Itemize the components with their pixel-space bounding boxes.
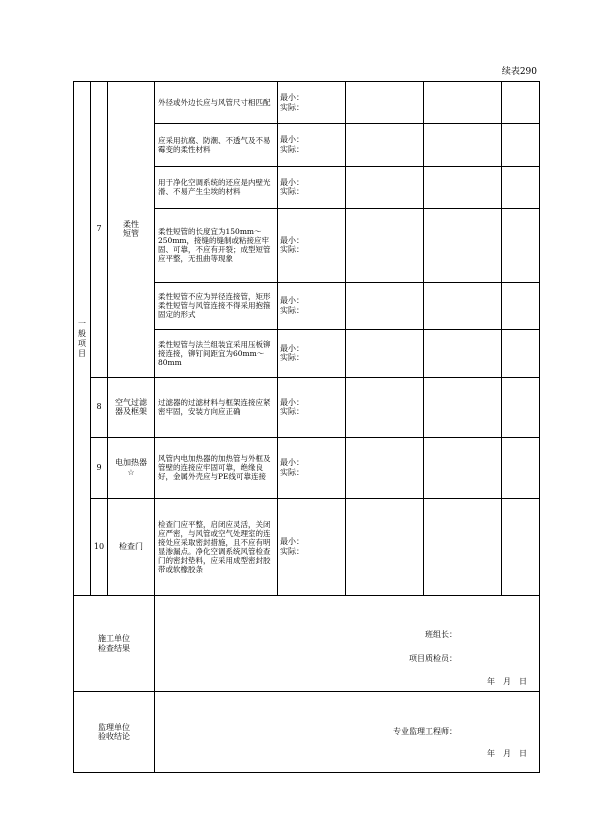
item-number: 10: [91, 498, 108, 596]
min-actual-cell: 最小： 实际：: [278, 209, 346, 283]
construction-date-label: 年 月 日: [487, 677, 527, 687]
supervision-signoff-area[interactable]: [155, 692, 540, 773]
supervising-engineer-label: 专业监理工程师：: [393, 727, 457, 737]
requirement-text: 风管内电加热器的加热管与外框及管壁的连接应牢固可靠，绝缘良好，金属外壳应与PE线可靠连接: [155, 438, 278, 499]
check-cell[interactable]: [346, 377, 424, 438]
min-actual-cell: 最小： 实际：: [278, 377, 346, 438]
check-cell[interactable]: [424, 377, 502, 438]
check-cell[interactable]: [346, 166, 424, 208]
item-name: 检查门: [108, 498, 155, 596]
min-actual-cell: 最小： 实际：: [278, 282, 346, 329]
requirement-text: 应采用抗腐、防潮、不透气及不易霉变的柔性材料: [155, 124, 278, 166]
check-cell[interactable]: [502, 282, 540, 329]
requirement-text: 柔性短管的长度宜为150mm～250mm，接缝的缝制或粘接应牢固、可靠，不应有开裂；成型短管应平整，无扭曲等现象: [155, 209, 278, 283]
check-cell[interactable]: [346, 330, 424, 377]
item-name: 柔性 短管: [108, 82, 155, 378]
requirement-text: 过滤器的过滤材料与框架连接应紧密牢固，安装方向应正确: [155, 377, 278, 438]
requirement-text: 检查门应平整，启闭应灵活，关闭应严密，与风管或空气处理室的连接处应采取密封措施，且不应有明显渗漏点。净化空调系统风管检查门的密封垫料，应采用成型密封胶带或软橡胶条: [155, 498, 278, 596]
item-number: 9: [91, 438, 108, 499]
check-cell[interactable]: [424, 124, 502, 166]
check-cell[interactable]: [502, 498, 540, 596]
item-name: 空气过滤 器及框架: [108, 377, 155, 438]
check-cell[interactable]: [424, 209, 502, 283]
requirement-text: 柔性短管与法兰组装宜采用压板铆接连接，铆钉间距宜为60mm～80mm: [155, 330, 278, 377]
check-cell[interactable]: [502, 166, 540, 208]
inspection-table: [73, 81, 540, 773]
check-cell[interactable]: [502, 209, 540, 283]
check-cell[interactable]: [346, 209, 424, 283]
check-cell[interactable]: [502, 438, 540, 499]
check-cell[interactable]: [502, 377, 540, 438]
check-cell[interactable]: [502, 82, 540, 124]
team-leader-label: 班组长：: [425, 630, 457, 640]
check-cell[interactable]: [502, 124, 540, 166]
check-cell[interactable]: [346, 124, 424, 166]
construction-signoff-area[interactable]: [155, 596, 540, 692]
section-label-general-items: 一 般 项 目: [74, 82, 91, 596]
check-cell[interactable]: [346, 82, 424, 124]
supervision-unit-label: 监理单位 验收结论: [74, 692, 155, 773]
construction-unit-label: 施工单位 检查结果: [74, 596, 155, 692]
check-cell[interactable]: [502, 330, 540, 377]
min-actual-cell: 最小： 实际：: [278, 124, 346, 166]
continued-table-label: 续表290: [501, 67, 537, 77]
check-cell[interactable]: [424, 330, 502, 377]
check-cell[interactable]: [346, 498, 424, 596]
quality-inspector-label: 项目质检员：: [409, 654, 457, 664]
check-cell[interactable]: [346, 282, 424, 329]
min-actual-cell: 最小： 实际：: [278, 166, 346, 208]
requirement-text: 用于净化空调系统的还应是内壁光滑、不易产生尘埃的材料: [155, 166, 278, 208]
check-cell[interactable]: [346, 438, 424, 499]
check-cell[interactable]: [424, 498, 502, 596]
requirement-text: 外径或外边长应与风管尺寸相匹配: [155, 82, 278, 124]
supervision-date-label: 年 月 日: [487, 749, 527, 759]
check-cell[interactable]: [424, 438, 502, 499]
item-number: 8: [91, 377, 108, 438]
min-actual-cell: 最小： 实际：: [278, 330, 346, 377]
requirement-text: 柔性短管不应为异径连接管，矩形柔性短管与风管连接不得采用抱箍固定的形式: [155, 282, 278, 329]
min-actual-cell: 最小： 实际：: [278, 82, 346, 124]
check-cell[interactable]: [424, 282, 502, 329]
item-number: 7: [91, 82, 108, 378]
min-actual-cell: 最小： 实际：: [278, 498, 346, 596]
min-actual-cell: 最小： 实际：: [278, 438, 346, 499]
check-cell[interactable]: [424, 82, 502, 124]
check-cell[interactable]: [424, 166, 502, 208]
item-name: 电加热器 ☆: [108, 438, 155, 499]
